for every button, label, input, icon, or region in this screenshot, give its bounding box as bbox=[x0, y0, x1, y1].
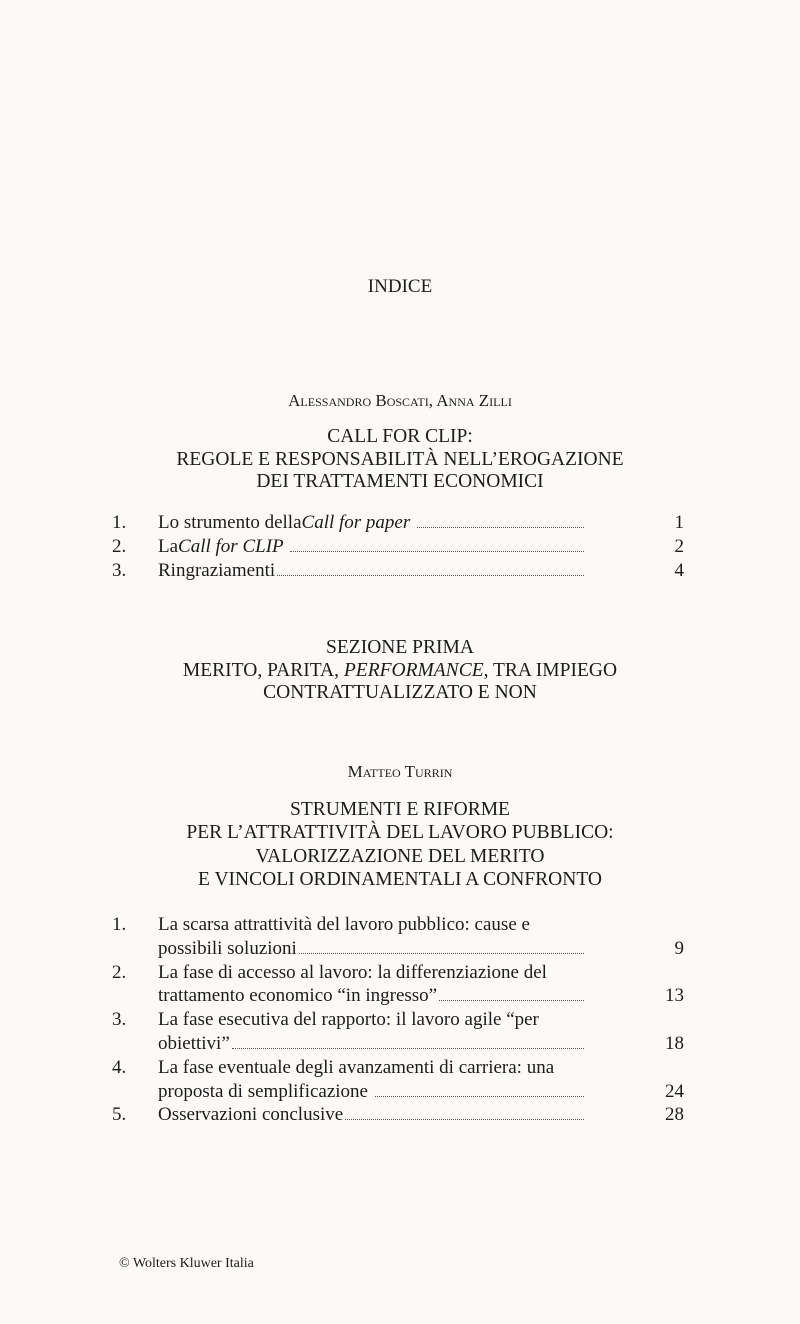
section-text: , TRA IMPIEGO bbox=[483, 659, 618, 681]
section-title-line: CONTRATTUALIZZATO E NON bbox=[263, 682, 537, 703]
section-title-line bbox=[0, 660, 800, 683]
toc-page: 2 bbox=[674, 535, 684, 557]
toc-entry[interactable] bbox=[112, 1008, 684, 1056]
toc-text: obiettivi” bbox=[158, 1032, 230, 1054]
dot-leader bbox=[299, 953, 584, 954]
title-line: CALL FOR CLIP: bbox=[327, 426, 473, 447]
toc-text: trattamento economico “in ingresso” bbox=[158, 985, 438, 1007]
toc-entry[interactable] bbox=[112, 913, 684, 961]
title-line: E VINCOLI ORDINAMENTALI A CONFRONTO bbox=[198, 868, 602, 890]
dot-leader bbox=[375, 1096, 584, 1097]
dot-leader bbox=[417, 527, 584, 528]
toc-page: 13 bbox=[665, 985, 684, 1007]
section-heading bbox=[0, 637, 800, 705]
section-text-italic: PERFORMANCE bbox=[343, 659, 484, 681]
dot-leader bbox=[277, 575, 584, 576]
part2-toc bbox=[112, 913, 684, 1127]
toc-entry[interactable] bbox=[112, 535, 684, 559]
part1-toc bbox=[112, 511, 684, 582]
toc-text: La fase di accesso al lavoro: la differenziazione del bbox=[158, 961, 547, 983]
title-line: STRUMENTI E RIFORME bbox=[290, 799, 510, 820]
title-line: REGOLE E RESPONSABILITÀ NELL’EROGAZIONE bbox=[176, 448, 624, 470]
title-line: DEI TRATTAMENTI ECONOMICI bbox=[256, 471, 544, 492]
toc-text: possibili soluzioni bbox=[158, 937, 297, 959]
toc-number: 3. bbox=[112, 559, 127, 581]
toc-entry[interactable] bbox=[112, 961, 684, 1009]
toc-page: 28 bbox=[665, 1104, 684, 1126]
toc-number: 2. bbox=[112, 535, 127, 557]
toc-number: 4. bbox=[112, 1056, 127, 1078]
toc-page: 9 bbox=[674, 937, 684, 959]
toc-text: La bbox=[158, 535, 179, 557]
dot-leader bbox=[345, 1119, 584, 1120]
toc-entry[interactable] bbox=[112, 1056, 684, 1104]
dot-leader bbox=[290, 551, 584, 552]
toc-number: 1. bbox=[112, 512, 127, 533]
toc-text: La fase esecutiva del rapporto: il lavoro agile “per bbox=[158, 1009, 539, 1031]
index-heading: INDICE bbox=[367, 276, 433, 297]
toc-number: 5. bbox=[112, 1104, 127, 1126]
toc-number: 2. bbox=[112, 961, 127, 983]
part2-title bbox=[0, 798, 800, 891]
section-text: MERITO, PARITA, bbox=[182, 659, 344, 681]
dot-leader bbox=[232, 1048, 584, 1049]
toc-number: 1. bbox=[112, 914, 127, 935]
copyright-footer: © Wolters Kluwer Italia bbox=[119, 1256, 254, 1271]
part2-authors: Matteo Turrin bbox=[347, 762, 453, 781]
part1-authors: Alessandro Boscati, Anna Zilli bbox=[288, 391, 512, 410]
toc-page: 24 bbox=[665, 1080, 684, 1102]
toc-text: La fase eventuale degli avanzamenti di carriera: una bbox=[158, 1056, 555, 1078]
toc-text-italic: Call for CLIP bbox=[178, 535, 284, 557]
toc-text-italic: Call for paper bbox=[301, 512, 411, 533]
toc-text: proposta di semplificazione bbox=[158, 1080, 368, 1102]
title-line: VALORIZZAZIONE DEL MERITO bbox=[255, 845, 545, 867]
part1-title bbox=[0, 426, 800, 494]
toc-text: Lo strumento della bbox=[158, 512, 302, 533]
dot-leader bbox=[439, 1000, 584, 1001]
toc-text: La scarsa attrattività del lavoro pubblico: cause e bbox=[158, 914, 530, 935]
toc-page: 1 bbox=[674, 512, 684, 533]
toc-text: Osservazioni conclusive bbox=[158, 1104, 344, 1126]
toc-entry[interactable] bbox=[112, 559, 684, 583]
title-line: PER L’ATTRATTIVITÀ DEL LAVORO PUBBLICO: bbox=[186, 822, 614, 844]
toc-entry[interactable] bbox=[112, 1103, 684, 1127]
section-label: SEZIONE PRIMA bbox=[326, 637, 474, 658]
toc-page: 4 bbox=[674, 559, 684, 581]
toc-page: 18 bbox=[665, 1032, 684, 1054]
toc-number: 3. bbox=[112, 1009, 127, 1031]
toc-text: Ringraziamenti bbox=[158, 559, 276, 581]
toc-entry[interactable] bbox=[112, 511, 684, 535]
